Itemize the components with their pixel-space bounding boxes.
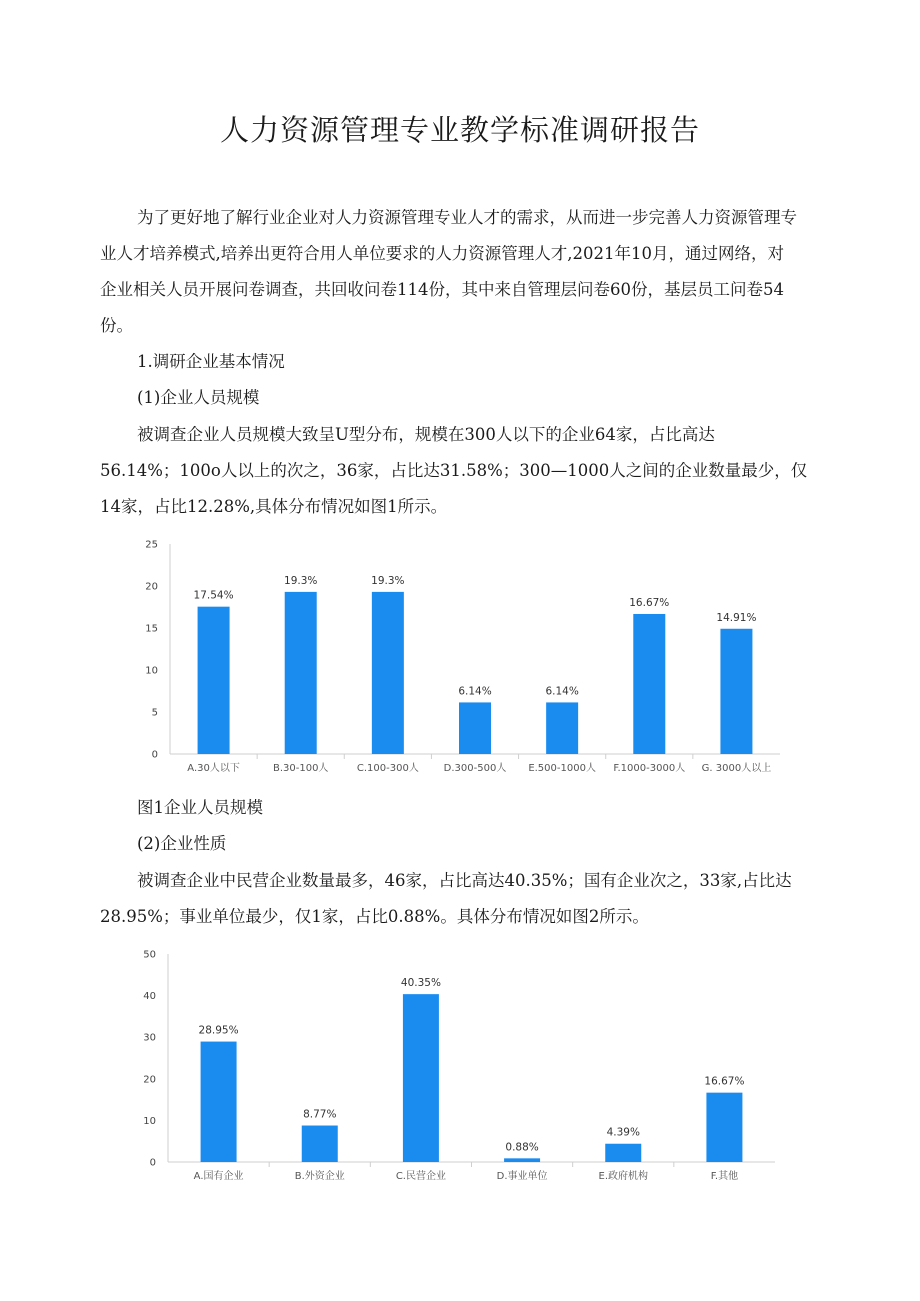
bar	[706, 1093, 742, 1162]
y-tick-label: 30	[143, 1032, 156, 1044]
data-label: 6.14%	[545, 685, 579, 698]
intro-line-3: 企业相关人员开展问卷调查，共回收问卷114份，其中来自管理层问卷60份，基层员工问卷54	[100, 280, 784, 299]
bar	[403, 994, 439, 1162]
bar	[201, 1042, 237, 1162]
data-label: 16.67%	[629, 596, 670, 609]
x-tick-label: A.国有企业	[193, 1171, 244, 1182]
chart-company-size	[0, 530, 920, 785]
y-tick-label: 0	[149, 1157, 156, 1169]
subsection-heading-2: (2)企业性质	[137, 834, 227, 853]
x-tick-label: B.30-100人	[272, 763, 329, 774]
x-tick-label: B.外资企业	[294, 1171, 345, 1182]
x-tick-label: A.30人以下	[187, 763, 240, 774]
bar	[302, 1126, 338, 1162]
x-tick-label: F.1000-3000人	[613, 763, 686, 774]
bar	[285, 592, 317, 754]
bar	[459, 702, 491, 754]
sub1-line-3: 14家，占比12.28%,具体分布情况如图1所示。	[100, 497, 448, 516]
data-label: 4.39%	[606, 1126, 640, 1139]
y-tick-label: 10	[145, 665, 158, 677]
bar	[504, 1158, 540, 1162]
data-label: 19.3%	[284, 574, 318, 587]
data-label: 0.88%	[505, 1141, 539, 1154]
data-label: 17.54%	[193, 589, 234, 602]
section-heading-1: 1.调研企业基本情况	[137, 352, 285, 371]
y-tick-label: 10	[143, 1115, 156, 1127]
y-tick-label: 20	[145, 581, 158, 593]
data-label: 14.91%	[716, 611, 757, 624]
x-tick-label: C.民营企业	[395, 1171, 447, 1182]
y-tick-label: 20	[143, 1074, 156, 1086]
page-title: 人力资源管理专业教学标准调研报告	[219, 113, 700, 147]
sub1-line-1: 被调查企业人员规模大致呈U型分布，规模在300人以下的企业64家，占比高达	[137, 425, 715, 444]
x-tick-label: D.300-500人	[443, 763, 507, 774]
y-tick-label: 15	[145, 623, 158, 635]
data-label: 6.14%	[458, 685, 492, 698]
bar	[605, 1144, 641, 1162]
bar	[546, 702, 578, 754]
y-tick-label: 0	[151, 749, 158, 761]
data-label: 40.35%	[400, 977, 441, 990]
x-tick-label: E.政府机构	[598, 1171, 648, 1182]
data-label: 8.77%	[303, 1108, 337, 1121]
subsection-heading-1: (1)企业人员规模	[137, 388, 260, 407]
x-tick-label: E.500-1000人	[528, 763, 596, 774]
data-label: 16.67%	[704, 1075, 745, 1088]
sub2-line-2: 28.95%；事业单位最少，仅1家，占比0.88%。具体分布情况如图2所示。	[100, 907, 649, 926]
y-tick-label: 40	[143, 991, 156, 1003]
data-label: 28.95%	[198, 1024, 239, 1037]
x-tick-label: D.事业单位	[496, 1171, 548, 1182]
bar	[633, 614, 665, 754]
data-label: 19.3%	[371, 574, 405, 587]
x-tick-label: F.其他	[710, 1171, 739, 1182]
y-tick-label: 25	[145, 539, 158, 551]
intro-line-1: 为了更好地了解行业企业对人力资源管理专业人才的需求，从而进一步完善人力资源管理专	[137, 208, 797, 227]
x-tick-label: C.100-300人	[356, 763, 419, 774]
y-tick-label: 5	[151, 707, 158, 719]
sub2-line-1: 被调查企业中民营企业数量最多，46家，占比高达40.35%；国有企业次之，33家,占比达	[137, 871, 792, 890]
bar	[720, 629, 752, 754]
bar	[372, 592, 404, 754]
chart-company-type	[0, 940, 920, 1190]
x-tick-label: G. 3000人以上	[701, 763, 772, 774]
intro-line-4: 份。	[100, 316, 133, 335]
bar	[198, 607, 230, 754]
y-tick-label: 50	[143, 949, 156, 961]
figure-1-caption: 图1企业人员规模	[137, 798, 263, 817]
sub1-line-2: 56.14%；100o人以上的次之，36家，占比达31.58%；300—1000人之间的企业数量最少，仅	[100, 461, 808, 480]
intro-line-2: 业人才培养模式,培养出更符合用人单位要求的人力资源管理人才,2021年10月，通过网络，对	[100, 244, 784, 263]
